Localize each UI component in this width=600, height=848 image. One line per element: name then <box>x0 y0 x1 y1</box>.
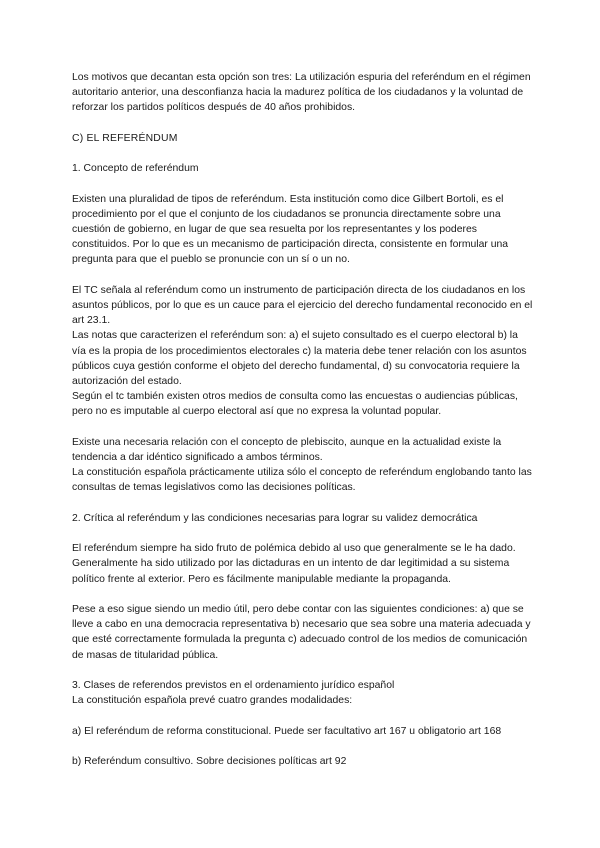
paragraph-constitucion: La constitución española prácticamente utiliza sólo el concepto de referéndum englobando tanto las consultas de temas legislativos como las decisiones políticas. <box>72 467 532 494</box>
paragraph-modalidades: La constitución española prevé cuatro grandes modalidades: <box>72 695 353 707</box>
list-item-consultivo: b) Referéndum consultivo. Sobre decisiones políticas art 92 <box>72 755 347 767</box>
subheading-concepto: 1. Concepto de referéndum <box>72 163 199 175</box>
paragraph-plebiscito: Existe una necesaria relación con el concepto de plebiscito, aunque en la actualidad existe la tendencia a dar idéntico significado a ambos términos. <box>72 436 502 463</box>
paragraph-notas: Las notas que caracterizen el referéndum son: a) el sujeto consultado es el cuerpo electoral b) la vía es la propia de los procedimientos electorales c) la materia debe tener relación con los asuntos públicos cuya gestión conforme el objeto del derecho fundamental, d) su convocatoria requiere la autorización del estado. <box>72 330 527 387</box>
paragraph-condiciones: Pese a eso sigue siendo un medio útil, pero debe contar con las siguientes condiciones: a) que se lleve a cabo en una democracia representativa b) necesario que sea sobre una materia adecuada y que esté correctamente formulada la pregunta c) adecuado control de los medios de comunicación de masas de titularidad pública. <box>72 603 531 661</box>
list-item-reforma: a) El referéndum de reforma constitucional. Puede ser facultativo art 167 u obligatorio art 168 <box>72 725 502 737</box>
section-heading-referendum: C) EL REFERÉNDUM <box>72 132 178 144</box>
paragraph-tc: El TC señala al referéndum como un instrumento de participación directa de los ciudadanos en los asuntos públicos, por lo que es un cauce para el ejercicio del derecho fundamental reconocido en el art 23.1. <box>72 284 533 327</box>
paragraph-polemica: El referéndum siempre ha sido fruto de polémica debido al uso que generalmente se le ha dado. Generalmente ha sido utilizado por las dictaduras en un intento de dar legitimidad a su sistema político frente al exterior. Pero es fácilmente manipulable mediante la propaganda. <box>72 543 516 585</box>
subheading-critica: 2. Crítica al referéndum y las condiciones necesarias para lograr su validez democrática <box>72 512 478 524</box>
paragraph-otros-medios: Según el tc también existen otros medios de consulta como las encuestas o audiencias públicas, pero no es imputable al cuerpo electoral así que no expresa la voluntad popular. <box>72 391 518 418</box>
document-body <box>72 70 534 784</box>
intro-paragraph: Los motivos que decantan esta opción son tres: La utilización espuria del referéndum en el régimen autoritario anterior, una desconfianza hacia la madurez política de los ciudadanos y la voluntad de reforzar los partidos políticos después de 40 años prohibidos. <box>72 72 531 114</box>
paragraph-pluralidad: Existen una pluralidad de tipos de referéndum. Esta institución como dice Gilbert Bortoli, es el procedimiento por el que el conjunto de los ciudadanos se pronuncia directamente sobre una cuestión de gobierno, en lugar de que sea resuelta por los representantes y los poderes constituidos. Por lo que es un mecanismo de participación directa, consistente en formular una pregunta para que el pueblo se pronuncie con un sí o un no. <box>72 193 509 266</box>
subheading-clases: 3. Clases de referendos previstos en el ordenamiento jurídico español <box>72 679 395 691</box>
